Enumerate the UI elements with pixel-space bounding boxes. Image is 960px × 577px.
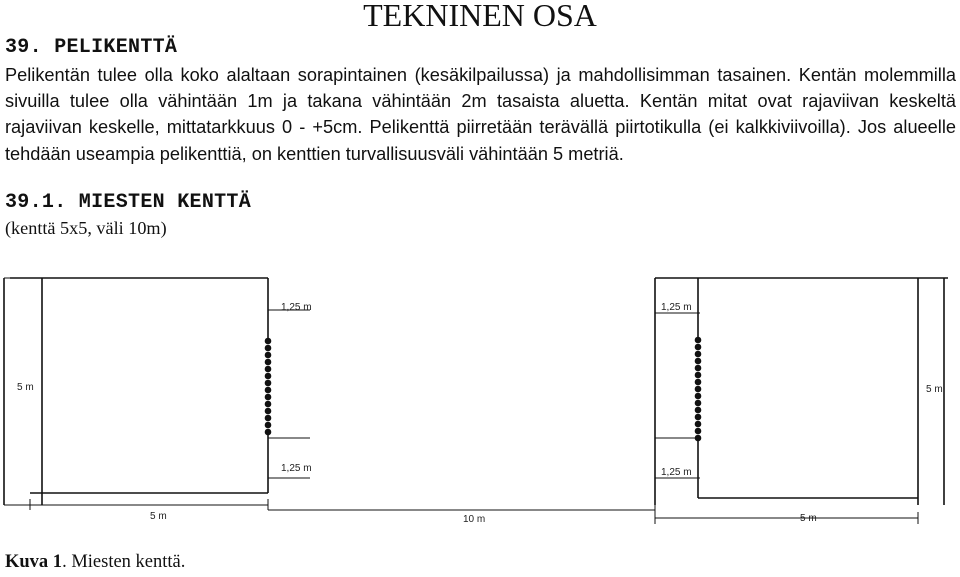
gap-label: 10 m [463, 514, 486, 525]
section-heading: 39. PELIKENTTÄ [5, 36, 178, 59]
left-height-label: 5 m [17, 382, 34, 393]
court-diagram [0, 268, 960, 548]
right-height-label: 5 m [926, 384, 943, 395]
right-bottom-offset-label: 1,25 m [661, 467, 692, 478]
subsection-note: (kenttä 5x5, väli 10m) [5, 218, 167, 238]
right-top-offset-label: 1,25 m [661, 302, 692, 313]
left-bottom-offset-label: 1,25 m [281, 463, 312, 474]
body-paragraph: Pelikentän tulee olla koko alaltaan sorapintainen (kesäkilpailussa) ja mahdollisimman tasainen. Kentän molemmilla sivuilla tulee olla vähintään 1m ja takana vähintään 2m tasaista aluetta. Kentän mitat ovat rajaviivan keskeltä rajaviivan keskelle, mittatarkkuus 0 - +5cm. Pelikenttä piirretään terävällä piirtotikulla (ei kalkkiviivoilla). Jos alueelle tehdään useampia pelikenttiä, on kenttien turvallisuusväli vähintään 5 metriä. [5, 65, 956, 164]
caption-text: . Miesten kenttä. [62, 552, 186, 572]
page-header-title: TEKNINEN OSA [363, 0, 597, 33]
body-text [5, 62, 956, 167]
left-court-dot-line [265, 338, 272, 436]
caption-label: Kuva 1 [5, 552, 63, 572]
right-width-label: 5 m [800, 513, 817, 524]
left-width-label: 5 m [150, 511, 167, 522]
right-court-dot-line [695, 337, 702, 442]
subsection-heading: 39.1. MIESTEN KENTTÄ [5, 191, 252, 214]
figure-caption [5, 552, 185, 573]
left-top-offset-label: 1,25 m [281, 302, 312, 313]
